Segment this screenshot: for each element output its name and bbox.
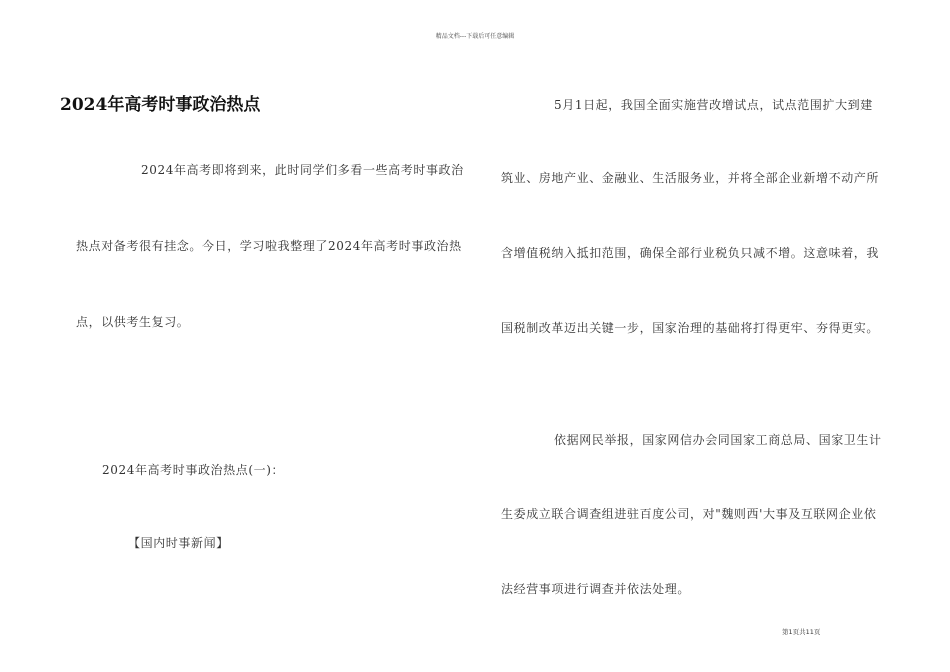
right-para1-line-3: 含增值税纳入抵扣范围，确保全部行业税负只减不增。这意味着，我 — [501, 246, 880, 260]
document-title: 2024年高考时事政治热点 — [60, 95, 261, 115]
intro-line-3: 点，以供考生复习。 — [76, 315, 190, 329]
page-number: 第1页共11页 — [782, 628, 821, 636]
right-para2-line-3: 法经营事项进行调查并依法处理。 — [501, 582, 691, 596]
right-para1-line-4: 国税制改革迈出关键一步，国家治理的基础将打得更牢、夯得更实。 — [501, 321, 880, 335]
intro-line-1: 2024年高考即将到来，此时同学们多看一些高考时事政治 — [141, 163, 464, 177]
right-para1-line-1: 5月1日起，我国全面实施营改增试点，试点范围扩大到建 — [554, 98, 873, 112]
section-heading: 2024年高考时事政治热点(一)： — [102, 463, 285, 477]
page-header-note: 精品文档---下载后可任意编辑 — [435, 33, 515, 40]
intro-line-2: 热点对备考很有挂念。今日，学习啦我整理了2024年高考时事政治热 — [76, 239, 462, 253]
right-para2-line-1: 依据网民举报，国家网信办会同国家工商总局、国家卫生计 — [554, 433, 882, 447]
subsection-heading: 【国内时事新闻】 — [128, 536, 229, 550]
right-para2-line-2: 生委成立联合调查组进驻百度公司，对"魏则西'大事及互联网企业依 — [501, 507, 877, 521]
right-para1-line-2: 筑业、房地产业、金融业、生活服务业，并将全部企业新增不动产所 — [501, 171, 880, 185]
